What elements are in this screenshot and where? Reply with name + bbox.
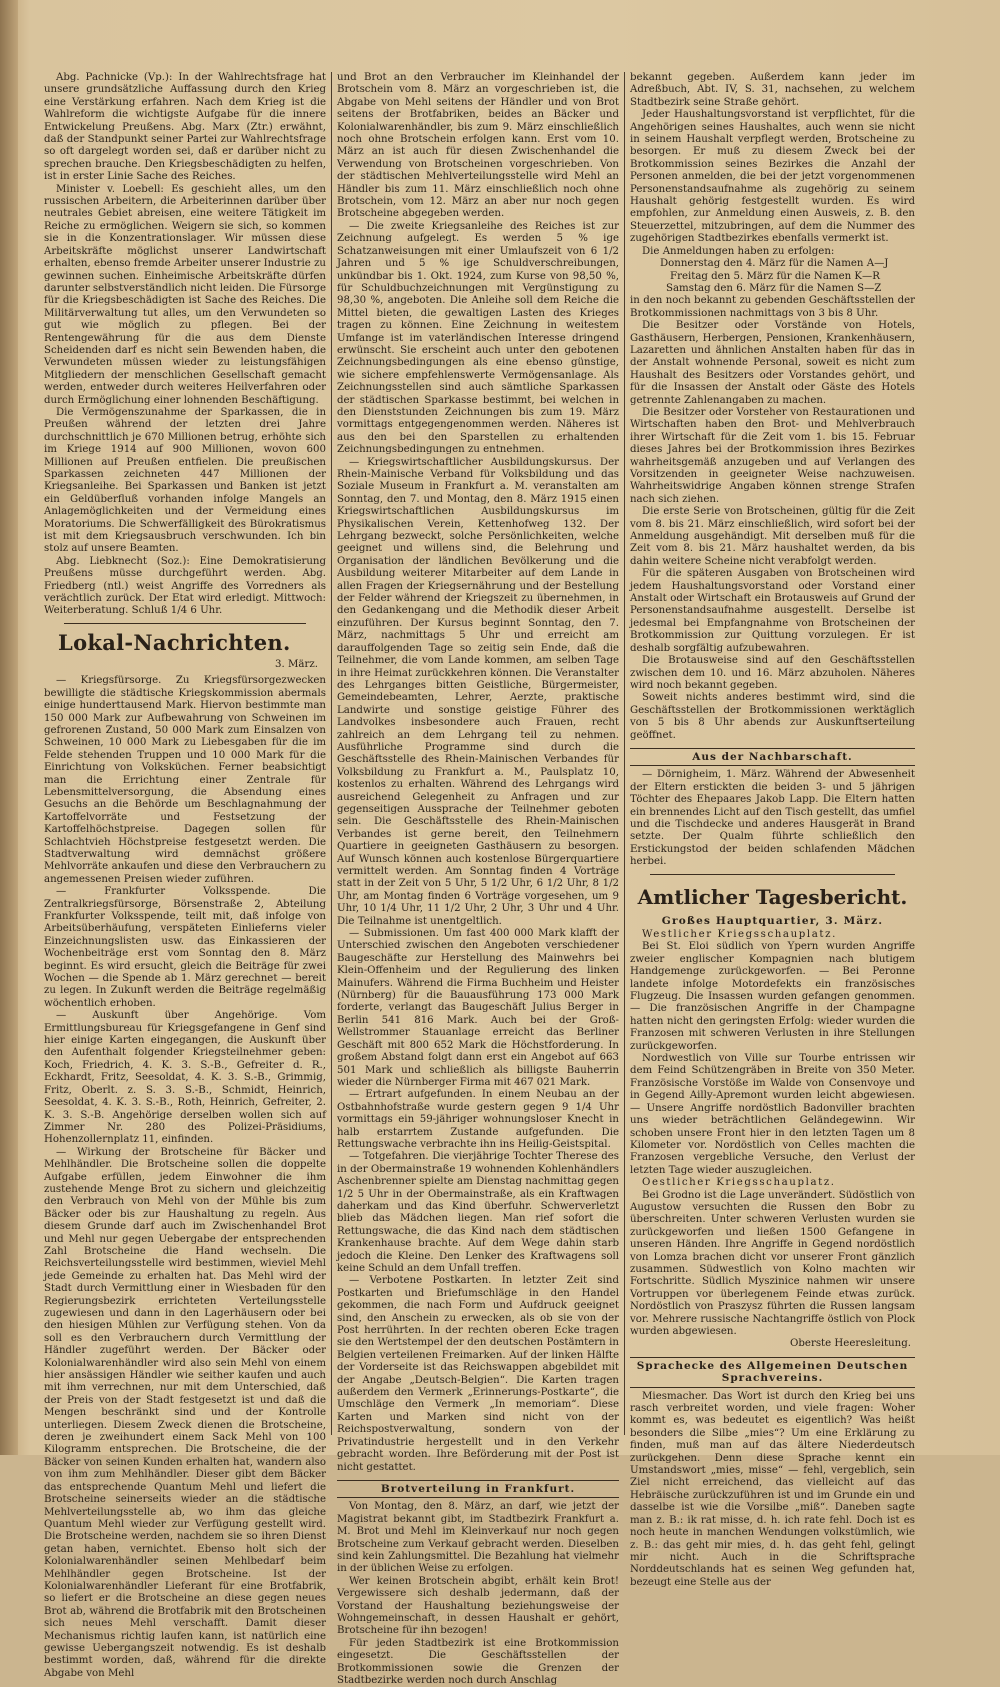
paragraph: — Kriegswirtschaftlicher Ausbildungskursus. Der Rhein-Mainische Verband für Volksbildung und das Soziale Museum in Frankfurt a. M. veranstalten am Sonntag, den 7. und Montag, den 8. März 1915 einen Kriegswirtschaftlichen Ausbildungskursus im Physikalischen Verein, Kettenhofweg 132. Der Lehrgang bezweckt, solche Persönlichkeiten, welche geeignet und willens sind, die Belehrung und Organisation der ländlichen Bevölkerung und die Ausbildung weiterer Mitarbeiter auf dem Lande in allen Fragen der Kriegsernährung und der Bestellung der Felder während der Kriegszeit zu übernehmen, in den Gedankengang und die Methodik dieser Arbeit einzuführen. Der Kursus beginnt Sonntag, den 7. März, nachmittags 5 Uhr und erreicht am darauffolgenden Tage so zeitig sein Ende, daß die Teilnehmer, die vom Lande kommen, am selben Tage in ihre Heimat zurückkehren können. Die Veranstalter des Lehrganges bitten Geistliche, Bürgermeister, Gemeindebeamten, Lehrer, Aerzte, praktische Landwirte und sonstige geistige Führer des Landvolkes insbesondere auch Frauen, recht zahlreich an dem Lehrgang teil zu nehmen. Ausführliche Programme sind durch die Geschäftsstelle des Rhein-Mainischen Verbandes für Volksbildung zu Frankfurt a. M., Paulsplatz 10, kostenlos zu erhalten. Während des Lehrgangs wird ausreichend Gelegenheit zu Anfragen und zur gegenseitigen Aussprache der Teilnehmer geboten sein. Die Geschäftsstelle des Rhein-Mainischen Verbandes ist gerne bereit, den Teilnehmern Quartiere in geeigneten Gasthäusern zu besorgen. Auf Wunsch können auch kostenlose Bürgerquartiere vermittelt werden. Am Sonntag finden 4 Vorträge statt in der Zeit von 5 Uhr, 5 1/2 Uhr, 6 1/2 Uhr, 8 1/2 Uhr, am Montag finden 6 Vorträge vorgesehen, um 9 Uhr, 10 1/4 Uhr, 11 1/2 Uhr, 2 Uhr, 3 Uhr und 4 Uhr. Die Teilnahme ist unentgeltlich. — [337, 456, 619, 927]
paragraph: — Auskunft über Angehörige. Vom Ermittlungsbureau für Kriegsgefangene in Genf sind hier einige Karten eingegangen, die Auskunft über den Aufenthalt folgender Kriegsteilnehmer geben: Koch, Friedrich, 4. K. 3. S.-B., Gefreiter d. R., Eckhardt, Fritz, Seesoldat, 4. K. 3. S.-B., Grimmig, Fritz, Oberlt. z. S. 3. S.-B., Schmidt, Heinrich, Seesoldat, 4. K. 3. S.-B., Roth, Heinrich, Gefreiter, 2. K. 3. S.-B. Angehörige derselben wollen sich auf Zimmer Nr. 280 des Polizei-Präsidiums, Hohenzollernplatz 11, einfinden. — [44, 1010, 326, 1146]
paragraph: — Submissionen. Um fast 400 000 Mark klafft der Unterschied zwischen den Angeboten verschiedener Baugeschäfte zur Herstellung des Mainwehrs bei Klein-Offenheim und der Regulierung des linken Mainufers. Während die Firma Buchheim und Heister (Nürnberg) für die Bauausführung 173 000 Mark forderte, verlangt das Baugeschäft Julius Berger in Berlin 541 816 Mark. Auch bei der Groß-Wellstrommer Stauanlage erreicht das Berliner Geschäft mit 800 652 Mark die Höchstforderung. In großem Abstand folgt dann erst ein Angebot auf 663 501 Mark und schließlich als billigste Bauherrin wieder die Nürnberger Firma mit 467 021 Mark. — [337, 928, 619, 1088]
paragraph: Miesmacher. Das Wort ist durch den Krieg bei uns rasch verbreitet worden, und viele fragen: Woher kommt es, was bedeutet es eigentlich? Was heißt besonders die Silbe „mies“? Um eine Erklärung zu finden, muß man auf das ältere Niederdeutsch zurückgehen. Denn diese Sprache kennt ein Umstandswort „mies, misse“ — fehl, vergeblich, sein Ziel nicht erreichend, das vielleicht auf das Hebräische zurückzuführen ist und im Grunde ein und dasselbe ist wie die Vorsilbe „miß“. Daneben sagte man z. B.: ik rat misse, d. h. ich rate fehl. Doch ist es noch heute in manchen Wendungen volkstümlich, wie z. B.: das geht mir mies, d. h. das geht fehl, gelingt mir nicht. Auch in die Schriftsprache Norddeutschlands hat es seinen Weg gefunden hat, bezeugt eine Stelle aus der — [630, 1390, 915, 1588]
paragraph: Nordwestlich von Ville sur Tourbe entrissen wir dem Feind Schützengräben in Breite von 350 Meter. Französische Vorstöße im Walde von Consenvoye und in Gegend Ailly-Apremont wurden leicht abgewiesen. — Unsere Angriffe nordöstlich Badonviller brachten uns wieder beträchtlichen Geländegewinn. Wir schoben unsere Front hier in den letzten Tagen um 8 Kilometer vor. Nordöstlich von Celles machten die Franzosen vergebliche Versuche, den Verlust der letzten Tage wieder auszugleichen. — [630, 1053, 915, 1176]
schedule-line: Donnerstag den 4. März für die Namen A—J — [660, 258, 889, 270]
schedule-line: Freitag den 5. März für die Namen K—R — [670, 270, 880, 282]
section-heading-lokal: Lokal-Nachrichten. — [58, 629, 291, 655]
paragraph: Die Brotausweise sind auf den Geschäftsstellen zwischen dem 10. und 16. März abzuholen. Näheres wird noch bekannt gegeben. — [630, 655, 915, 691]
page-fold-edge — [0, 0, 18, 1455]
schedule-line: Samstag den 6. März für die Namen S—Z — [666, 282, 882, 294]
paragraph: Die Besitzer oder Vorsteher von Restaurationen und Wirtschaften haben den Brot- und Mehlverbrauch ihrer Wirtschaft für die Zeit vom 1. bis 15. Februar dieses Jahres bei der Brotkommission ihres Bezirkes wahrheitsgemäß anzugeben und auf Verlangen des Vorsitzenden in geeigneter Weise nachzuweisen. Wahrheitswidrige Angaben können strenge Strafen nach sich ziehen. — [630, 406, 915, 505]
box-heading-sprachecke: Sprachecke des Allgemeinen Deutschen Sprachvereins. — [630, 1357, 915, 1388]
paragraph: — Die zweite Kriegsanleihe des Reiches ist zur Zeichnung aufgelegt. Es werden 5 % ige Schatzanweisungen mit einer Umlaufszeit von 6 1/2 Jahren und 5 % ige Schuldverschreibungen, unkündbar bis 1. Okt. 1924, zum Kurse von 98,50 %, für Schuldbuchzeichnungen mit Vergünstigung zu 98,30 %, angeboten. Die Anleihe soll dem Reiche die Mittel bieten, die gewaltigen Lasten des Krieges tragen zu können. Eine Zeichnung in weitestem Umfange ist im vaterländischen Interesse dringend erwünscht. Sie erscheint auch unter den gebotenen Zeichnungsbedingungen als eine ebenso günstige, wie sichere empfehlenswerte Vermögensanlage. Als Zeichnungsstellen sind auch sämtliche Sparkassen der städtischen Sparkasse bestimmt, bei welchen in den Dienststunden Zeichnungen bis zum 19. März vormittags entgegengenommen werden. Näheres ist aus den bei den Sparstellen zu erhaltenden Zeichnungsbedingungen zu entnehmen. — [337, 220, 619, 456]
paragraph: Minister v. Loebell: Es geschieht alles, um den russischen Arbeitern, die Arbeiterinnen darüber über neutrales Gebiet abreisen, eine weitere Tätigkeit im Reiche zu ermöglichen. Weigern sie sich, so kommen sie in die Konzentrationslager. Wir müssen diese Arbeitskräfte möglichst unserer Landwirtschaft erhalten, ebenso fremde Arbeiter unserer Industrie zu gewinnen suchen. Einheimische Arbeitskräfte dürfen darunter selbstverständlich nicht leiden. Die Fürsorge für die Kriegsbeschädigten ist Sache des Reiches. Die Militärverwaltung tut alles, um den Verwundeten so gut wie möglich zu pflegen. Bei der Rentengewährung für die aus dem Dienste Scheidenden darf es nicht sein Bewenden haben, die Verwundeten müssen wieder zu leistungsfähigen Mitgliedern der menschlichen Gesellschaft gemacht werden, entweder durch weiteres Heilverfahren oder durch Ermöglichung einer lohnenden Beschäftigung. — [44, 183, 326, 406]
paragraph: bekannt gegeben. Außerdem kann jeder im Adreßbuch, Abt. IV, S. 31, nachsehen, zu welchem Stadtbezirk seine Straße gehört. — [630, 72, 915, 108]
subsection-label: Oestlicher Kriegsschauplatz. — [642, 1177, 836, 1189]
paragraph: — Wirkung der Brotscheine für Bäcker und Mehlhändler. Die Brotscheine sollen die doppelte Aufgabe erfüllen, jedem Einwohner die ihm zustehende Menge Brot zu sichern und gleichzeitig den Verbrauch von Mehl von der Mühle bis zum Bäcker oder bis zur Haushaltung zu regeln. Aus diesem Grunde darf auch im Zwischenhandel Brot und Mehl nur gegen Uebergabe der entsprechenden Zahl Brotscheine die Hand wechseln. Die Reichsverteilungsstelle wird bestimmen, wieviel Mehl jede Gemeinde zu erhalten hat. Das Mehl wird der Stadt durch Vermittlung einer in Wiesbaden für den Regierungsbezirk errichteten Verteilungsstelle zugewiesen und dann in den Lagerhäusern oder bei den hiesigen Mühlen zur Verfügung stehen. Von da soll es den Verbrauchern durch Vermittlung der Händler zugeführt werden. Der Bäcker oder Kolonialwarenhändler wird also sein Mehl von einem hier ansässigen Händler wie seither kaufen und auch mit ihm verrechnen, nur mit dem Unterschied, daß der Preis von der Stadt festgesetzt ist und daß die Mengen beschränkt sind und der Kontrolle unterliegen. Diesem Zweck dienen die Brotscheine, deren je zweihundert einem Sack Mehl von 100 Kilogramm entsprechen. Die Brotscheine, die der Bäcker von seinen Kunden erhalten hat, wandern also von ihm zum Mehlhändler. Dieser gibt dem Bäcker das entsprechende Quantum Mehl und liefert die Brotscheine seinerseits wieder an die städtische Mehlverteilungsstelle ab, wo ihm das gleiche Quantum Mehl wieder zur Verfügung gestellt wird. Die Brotscheine werden, nachdem sie so ihren Dienst getan haben, vernichtet. Ebenso holt sich der Kolonialwarenhändler seinen Mehlbedarf beim Mehlhändler gegen Brotscheine. Ist der Kolonialwarenhändler Lieferant für eine Brotfabrik, so liefert er die Brotscheine an diese gegen neues Brot ab, während die Brotfabrik mit den Brotscheinen sich neues Mehl verschafft. Damit dieser Mechanismus richtig laufen kann, ist natürlich eine gewisse Uebergangszeit notwendig. Es ist deshalb bestimmt worden, daß, während für die direkte Abgabe von Mehl — [44, 1146, 326, 1679]
paragraph: Die Anmeldungen haben zu erfolgen: — [642, 245, 835, 257]
paragraph: und Brot an den Verbraucher im Kleinhandel der Brotschein vom 8. März an vorgeschrieben ist, die Abgabe von Mehl seitens der Händler und von Brot seitens der Brotfabriken, beides an Bäcker und Kolonialwarenhändler, bis zum 9. März einschließlich noch ohne Brotschein erfolgen kann. Erst vom 10. März an ist auch für diesen Zwischenhandel die Verwendung von Brotscheinen vorgeschrieben. Von der städtischen Mehlverteilungsstelle wird Mehl an Händler bis zum 11. März einschließlich noch ohne Brotschein, vom 12. März an aber nur noch gegen Brotscheine abgegeben werden. — [337, 72, 619, 220]
paragraph: — Kriegsfürsorge. Zu Kriegsfürsorgezwecken bewilligte die städtische Kriegskommission abermals einige hunderttausend Mark. Hiervon bestimmte man 150 000 Mark zur Aufbewahrung von Schweinen im gefrorenen Zustand, 50 000 Mark zum Einsalzen von Schweinen, 10 000 Mark zu Liebesgaben für die im Felde stehenden Truppen und 10 000 Mark für die Einrichtung von Volksküchen. Ferner beabsichtigt man die Errichtung einer Zentrale für Lebensmittelversorgung, die Absendung eines Gesuchs an die Behörde um Beschlagnahmung der Kartoffelvorräte und Festsetzung der Kartoffelhöchstpreise. Dagegen sollen für Schlachtvieh Höchstpreise festgesetzt werden. Die Stadtverwaltung wird demnächst größere Mehlvorräte ankaufen und diese den Verbrauchern zu angemessenen Preisen wieder zuführen. — [44, 675, 326, 885]
subsection-label: Westlicher Kriegsschauplatz. — [642, 929, 837, 940]
paragraph: — Totgefahren. Die vierjährige Tochter Therese des in der Obermainstraße 19 wohnenden Kohlenhändlers Aschenbrenner spielte am Dienstag nachmittag gegen 1/2 5 Uhr in der Obermainstraße, als ein Kraftwagen daherkam und das Kind überfuhr. Schwerverletzt blieb das Mädchen liegen. Man rief sofort die Rettungswache, die das Kind nach dem städtischen Krankenhause brachte. Auf dem Wege dahin starb jedoch die Kleine. Den Lenker des Kraftwagens soll keine Schuld an dem Unfall treffen. — [337, 1151, 619, 1274]
paragraph: Abg. Liebknecht (Soz.): Eine Demokratisierung Preußens müsse durchgeführt werden. Abg. Friedberg (ntl.) weist Angriffe des Vorredners als verächtlich zurück. Der Etat wird erledigt. Mittwoch: Weiterberatung. Schluß 1/4 6 Uhr. — [44, 555, 326, 617]
paragraph: in den noch bekannt zu gebenden Geschäftsstellen der Brotkommissionen nachmittags von 3 bis 8 Uhr. — [630, 295, 915, 319]
paragraph: — Ertrart aufgefunden. In einem Neubau an der Ostbahnhofstraße wurde gestern gegen 9 1/4 Uhr vormittags ein 59-jähriger wohnungsloser Knecht in halb erstarrtem Zustande aufgefunden. Die Rettungswache verbrachte ihn ins Heilig-Geistspital. — [337, 1089, 619, 1150]
dateline: Großes Hauptquartier, 3. März. — [661, 914, 884, 927]
section-divider — [64, 623, 306, 624]
column-rule — [624, 72, 625, 1435]
column-rule — [331, 72, 332, 1435]
column-3 — [630, 72, 915, 1588]
paragraph: Von Montag, den 8. März, an darf, wie jetzt der Magistrat bekannt gibt, im Stadtbezirk Frankfurt a. M. Brot und Mehl im Kleinverkauf nur noch gegen Brotscheine zum Verkauf gebracht werden. Dieselben sind kein Zahlungsmittel. Die Bezahlung hat vielmehr in der üblichen Weise zu erfolgen. — [337, 1501, 619, 1575]
section-heading-amtlich: Amtlicher Tagesbericht. — [637, 884, 908, 909]
paragraph: Jeder Haushaltungsvorstand ist verpflichtet, für die Angehörigen seines Haushaltes, auch wenn sie nicht in seinem Haushalt verpflegt werden, Brotscheine zu besorgen. Er muß zu diesem Zweck bei der Brotkommission seines Bezirkes die Anzahl der Personen anmelden, die bei der jetzt vorgenommenen Personenstandsaufnahme als zugehörig zu seinem Haushalt gehörig festgestellt wurden. Es wird empfohlen, zur Anmeldung einen Ausweis, z. B. den Steuerzettel, mitzubringen, auf dem die Nummer des zugehörigen Stadtbezirkes ebenfalls vermerkt ist. — [630, 109, 915, 245]
paragraph: — Dörnigheim, 1. März. Während der Abwesenheit der Eltern erstickten die beiden 3- und 5 jährigen Töchter des Ehepaares Jakob Lapp. Die Eltern hatten ein brennendes Licht auf den Tisch gestellt, das umfiel und die Tischdecke und anderes Hausgerät in Brand setzte. Der Qualm führte schließlich den Erstickungstod der beiden schlafenden Mädchen herbei. — [630, 769, 915, 868]
dateline: 3. März. — [275, 658, 318, 670]
paragraph: Abg. Pachnicke (Vp.): In der Wahlrechtsfrage hat unsere grundsätzliche Auffassung durch den Krieg eine Verstärkung erfahren. Nach dem Krieg ist die Wahlreform die wichtigste Aufgabe für die innere Entwickelung Preußens. Abg. Marx (Ztr.) erwähnt, daß der Standpunkt seiner Partei zur Wahlrechtsfrage so oft dargelegt worden sei, daß er darüber nicht zu sprechen brauche. Den Kriegsbeschädigten zu helfen, ist in erster Linie Sache des Reiches. — [44, 72, 326, 183]
paragraph: — Frankfurter Volksspende. Die Zentralkriegsfürsorge, Börsenstraße 2, Abteilung Frankfurter Volksspende, teilt mit, daß infolge von Arbeitsüberhäufung, verspäteten Einlieferns vieler Einzeichnungslisten usw. das Einkassieren der Wochenbeiträge erst vom Sonntag den 8. März beginnt. Es wird ersucht, gleich die Beiträge für zwei Wochen — die Spende ab 1. März gerechnet — bereit zu legen. In Zukunft werden die Beiträge regelmäßig wöchentlich erhoben. — [44, 886, 326, 1009]
subheading-nachbarschaft: Aus der Nachbarschaft. — [630, 748, 915, 766]
paragraph: Wer keinen Brotschein abgibt, erhält kein Brot! Vergewissere sich deshalb jedermann, daß der Vorstand der Haushaltung beziehungsweise der Wohngemeinschaft, in dessen Haushalt er gehört, Brotscheine für ihn bezogen! — [337, 1575, 619, 1637]
paragraph: Die Vermögenszunahme der Sparkassen, die in Preußen während der letzten drei Jahre durchschnittlich je 670 Millionen betrug, erhöhte sich im Kriege 1914 auf 900 Millionen, wovon 600 Millionen auf Preußen entfielen. Die preußischen Sparkassen zeichneten 447 Millionen der Kriegsanleihe. Bei Sparkassen und Banken ist jetzt ein Geldüberfluß vorhanden infolge Mangels an Anlagemöglichkeiten und der Vermeidung eines Moratoriums. Die Schwerfälligkeit des Bürokratismus ist mit dem Kriegsausbruch verschwunden. Ich bin stolz auf unsere Beamten. — [44, 406, 326, 555]
column-1 — [44, 72, 326, 1679]
paragraph: Für die späteren Ausgaben von Brotscheinen wird jedem Haushaltungsvorstand oder Vorstand einer Anstalt oder Wirtschaft ein Brotausweis auf Grund der Personenstandsaufnahme ausgestellt. Derselbe ist jedesmal bei Empfangnahme von Brotscheinen der Brotkommission zur Quittung vorzulegen. Er ist deshalb sorgfältig aufzubewahren. — [630, 568, 915, 654]
box-heading-brotverteilung: Brotverteilung in Frankfurt. — [337, 1480, 619, 1498]
column-2 — [337, 72, 619, 1686]
paragraph: Die erste Serie von Brotscheinen, gültig für die Zeit vom 8. bis 21. März einschließlich, wird sofort bei der Anmeldung ausgehändigt. Mit derselben muß für die Zeit vom 8. bis 21. März haushaltet werden, da bis dahin weitere Scheine nicht verabfolgt werden. — [630, 506, 915, 567]
paragraph: Für jeden Stadtbezirk ist eine Brotkommission eingesetzt. Die Geschäftsstellen der Brotkommissionen sowie die Grenzen der Stadtbezirke werden noch durch Anschlag — [337, 1637, 619, 1686]
paragraph: Die Besitzer oder Vorstände von Hotels, Gasthäusern, Herbergen, Pensionen, Krankenhäusern, Lazaretten und ähnlichen Anstalten haben für das in der Anstalt wohnende Personal, soweit es nicht zum Haushalt des Besitzers oder Vorstandes gehört, und für die Insassen der Anstalt oder Gäste des Hotels getrennte Zahlenangaben zu machen. — [630, 320, 915, 406]
paragraph: Soweit nichts anderes bestimmt wird, sind die Geschäftsstellen der Brotkommissionen werktäglich von 5 bis 8 Uhr abends zur Auskunftserteilung geöffnet. — [630, 692, 915, 741]
paragraph: Bei St. Eloi südlich von Ypern wurden Angriffe zweier englischer Kompagnien nach blutigem Handgemenge zurückgeworfen. — Bei Peronne landete infolge Motordefekts ein französisches Flugzeug. Die Insassen wurden gefangen genommen. — Die französischen Angriffe in der Champagne hatten nicht den geringsten Erfolg: wieder wurden die Franzosen mit schweren Verlusten in ihre Stellungen zurückgeworfen. — [630, 941, 915, 1052]
paragraph: Bei Grodno ist die Lage unverändert. Südöstlich von Augustow versuchten die Russen den Bobr zu überschreiten. Unter schweren Verlusten wurden sie zurückgeworfen und ließen 1500 Gefangene in unseren Händen. Ihre Angriffe in Gegend nordöstlich von Lomza brachen dicht vor unserer Front gänzlich zusammen. Südwestlich von Kolno machten wir Fortschritte. Südlich Myszinice nahmen wir unsere Vortruppen vor überlegenem Feinde etwas zurück. Nordöstlich von Praszysz führten die Russen langsam vor. Mehrere russische Nachtangriffe östlich von Plock wurden abgewiesen. — [630, 1189, 915, 1337]
signature-line: Oberste Heeresleitung. — [790, 1338, 911, 1350]
section-divider — [650, 874, 895, 875]
paragraph: — Verbotene Postkarten. In letzter Zeit sind Postkarten und Briefumschläge in den Handel gekommen, die nach Form und Aufdruck geeignet sind, den Anschein zu erwecken, als ob sie von der Post herrührten. In der rechten oberen Ecke tragen sie den Wertstempel der den deutschen Postämtern in Belgien verteilenen Freimarken. Auf der linken Hälfte der Vorderseite ist das Reichswappen abgebildet mit der Angabe „Deutsch-Belgien“. Die Karten tragen außerdem den Vermerk „Erinnerungs-Postkarte“, die Umschläge den Vermerk „In memoriam“. Diese Karten und Marken sind nicht von der Reichspostverwaltung, sondern von der Privatindustrie hergestellt und in den Verkehr gebracht worden. Ihre Beförderung mit der Post ist nicht gestattet. — [337, 1275, 619, 1473]
